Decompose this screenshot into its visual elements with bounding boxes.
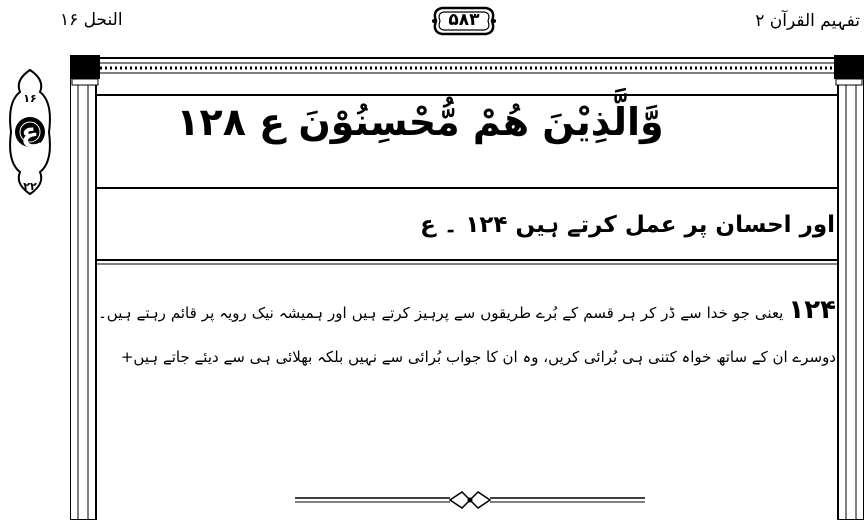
ruku-top-number: ۱۶ [23,92,37,105]
ruku-symbol: ع [21,118,39,148]
urdu-translation: اور احسان پر عمل کرتے ہیں ۱۲۴ ۔ ع [420,212,835,238]
ruku-bottom-number: ۲۲ [23,180,37,193]
footnote-number: ۱۲۴ [788,295,836,325]
book-title: تفہیم القرآن ۲ [755,11,860,31]
arabic-verse: وَّالَّذِيْنَ هُمْ مُّحْسِنُوْنَ ع ۱۲۸ [176,100,664,144]
page-number-badge [430,4,498,38]
surah-name: النحل ۱۶ [60,10,123,30]
page-number: ۵۸۳ [448,10,480,30]
commentary-text: یعنی جو خدا سے ڈر کر ہر قسم کے بُرے طریقوں سے پرہیز کرتے ہیں اور ہمیشہ نیک رویہ پر قائم رہتے ہیں۔ دوسرے ان کے ساتھ خواہ کتنی ہی بُرائی کریں، وہ ان کا جواب بُرائی سے نہیں بلکہ بھلائی ہی سے دیئے جاتے ہیں+ [98,304,836,366]
commentary-paragraph [98,288,836,379]
